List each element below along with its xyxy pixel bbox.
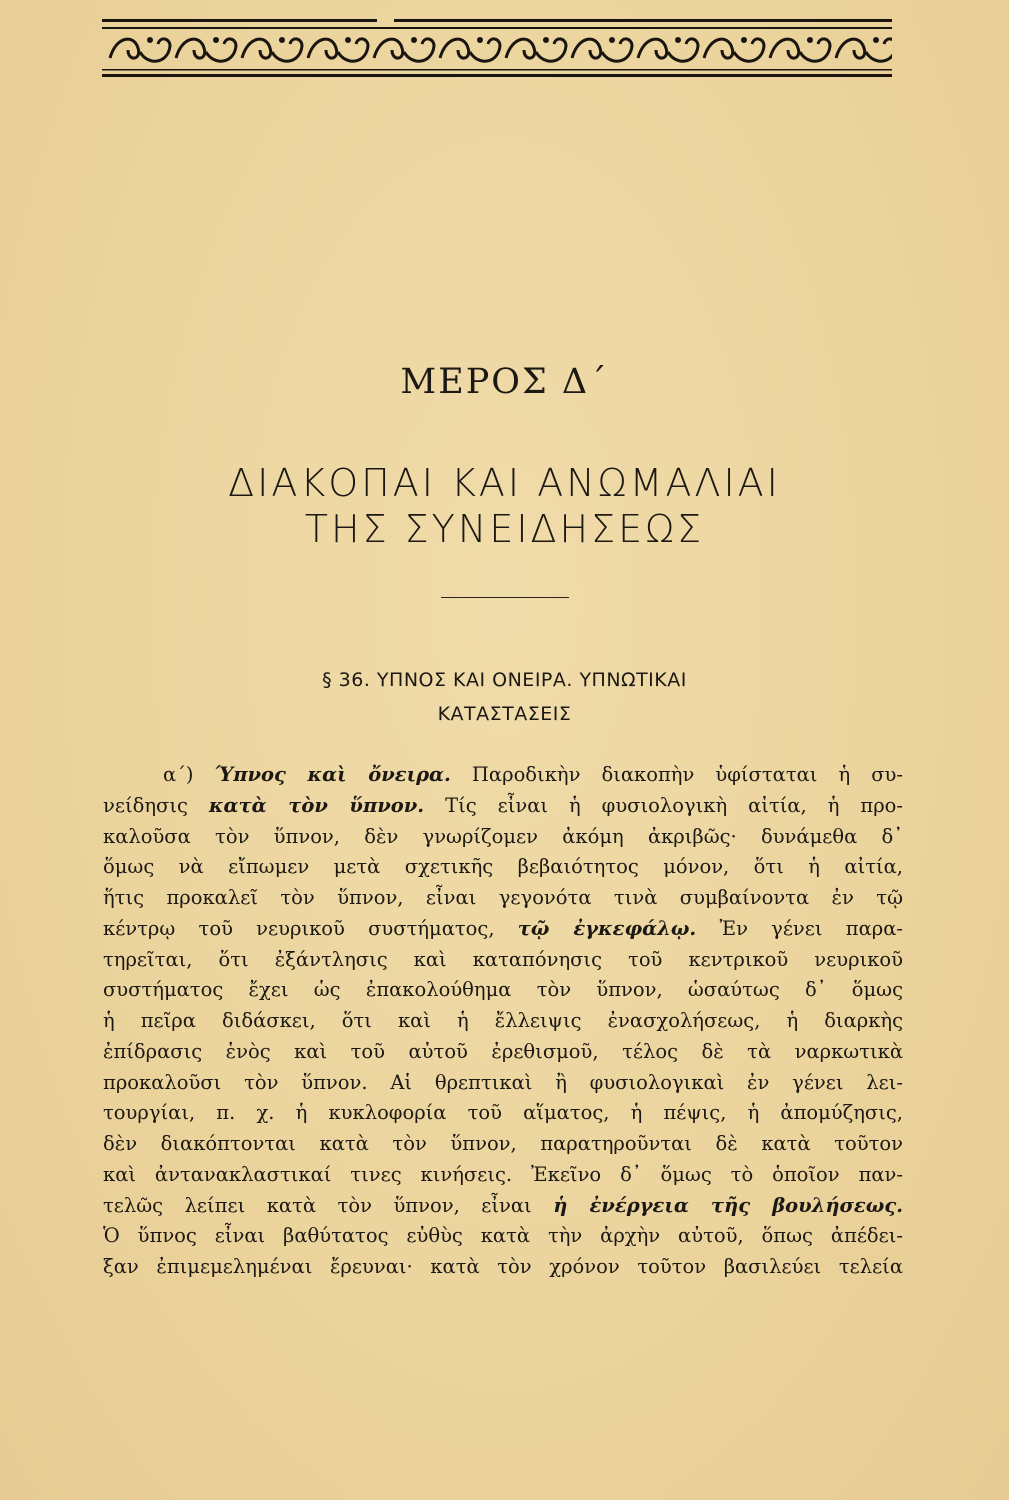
scroll-dot	[543, 37, 549, 43]
text-line	[103, 975, 903, 1006]
text-line	[103, 883, 903, 914]
text-line-regular: καὶ ἀντανακλαστικαί τινες κινήσεις. Ἐκεῖνο δ᾽ ὅμως τὸ ὁποῖον παν-	[103, 1162, 903, 1186]
scroll-motif	[308, 39, 368, 61]
text-line	[103, 1006, 903, 1037]
text-line-regular: Ἐν γένει παρα-	[696, 916, 903, 940]
text-line	[103, 1191, 903, 1222]
text-line-regular: ἥτις προκαλεῖ τὸν ὕπνον, εἶναι γεγονότα τινὰ συμβαίνοντα ἐν τῷ	[103, 886, 903, 909]
text-line-regular: τηρεῖται, ὅτι ἐξάντλησις καὶ καταπόνησις τοῦ κεντρικοῦ νευρικοῦ	[103, 947, 903, 971]
text-line-regular: Παροδικὴν διακοπὴν ὑφίσταται ἡ συ-	[450, 763, 903, 786]
title-divider	[441, 597, 569, 598]
text-line	[103, 914, 903, 945]
scroll-dot	[147, 37, 153, 43]
text-line-regular: Ὁ ὕπνος εἶναι βαθύτατος εὐθὺς κατὰ τὴν ἀρχὴν αὐτοῦ, ὅπως ἀπέδει-	[103, 1224, 903, 1248]
text-line-emphasis: κατὰ τὸν ὕπνον.	[208, 793, 425, 817]
part-title: ΜΕΡΟΣ Δ΄	[400, 362, 609, 402]
text-line-regular: α΄)	[163, 763, 215, 786]
text-line	[103, 1068, 903, 1099]
scroll-motif	[110, 39, 170, 61]
text-line-regular: ὅμως νὰ εἴπωμεν μετὰ σχετικῆς βεβαιότητος μόνον, ὅτι ἡ αἰτία,	[103, 855, 903, 879]
text-line	[103, 852, 903, 883]
text-line	[103, 1252, 903, 1283]
text-line-regular: κέντρῳ τοῦ νευρικοῦ συστήματος,	[103, 916, 518, 940]
scroll-dot	[807, 37, 813, 43]
scroll-motif	[242, 39, 302, 61]
text-line	[103, 1098, 903, 1129]
text-line-regular: τουργίαι, π. χ. ἡ κυκλοφορία τοῦ αἵματος, ἡ πέψις, ἡ ἀπομύζησις,	[103, 1101, 903, 1125]
text-line-regular: Τίς εἶναι ἡ φυσιολογικὴ αἰτία, ἡ προ-	[424, 793, 903, 817]
text-line-emphasis: ἡ ἐνέργεια τῆς βουλήσεως.	[553, 1193, 903, 1217]
main-title	[0, 460, 1009, 552]
text-line	[103, 1037, 903, 1068]
ornamental-header-band	[102, 18, 892, 78]
text-line-regular: δὲν διακόπτονται κατὰ τὸν ὕπνον, παρατηροῦνται δὲ κατὰ τοῦτον	[103, 1132, 903, 1155]
scroll-motif	[176, 39, 236, 61]
text-line-regular: ξαν ἐπιμεμελημέναι ἔρευναι· κατὰ τὸν χρόνον τοῦτον βασιλεύει τελεία	[103, 1255, 903, 1278]
scroll-motif	[704, 39, 764, 61]
body-paragraph	[103, 760, 903, 1283]
text-line-emphasis: Ύπνος καὶ ὄνειρα.	[214, 763, 451, 786]
text-line	[103, 791, 903, 822]
text-line-regular: προκαλοῦσι τὸν ὕπνον. Αἱ θρεπτικαὶ ἢ φυσιολογικαὶ ἐν γένει λει-	[103, 1070, 903, 1094]
text-line-regular: ἐπίδρασις ἑνὸς καὶ τοῦ αὐτοῦ ἐρεθισμοῦ, τέλος δὲ τὰ ναρκωτικὰ	[103, 1039, 903, 1063]
text-line-regular: τελῶς λείπει κατὰ τὸν ὕπνον, εἶναι	[103, 1193, 554, 1217]
section-heading	[0, 663, 1009, 731]
scroll-motif	[374, 39, 434, 61]
text-line	[103, 822, 903, 853]
text-line	[103, 760, 903, 791]
text-line-regular: ἡ πεῖρα διδάσκει, ὅτι καὶ ἡ ἔλλειψις ἐνασχολήσεως, ἡ διαρκὴς	[103, 1009, 903, 1032]
text-line-emphasis: τῷ ἐγκεφάλῳ.	[517, 916, 697, 940]
scroll-dot	[279, 37, 285, 43]
text-line-regular: καλοῦσα τὸν ὕπνον, δὲν γνωρίζομεν ἀκόμη ἀκριβῶς· δυνάμεθα δ᾽	[103, 824, 903, 848]
scroll-dot	[609, 37, 615, 43]
text-line-regular: συστήματος ἔχει ὡς ἐπακολούθημα τὸν ὕπνον, ὡσαύτως δ᾽ ὅμως	[103, 978, 903, 1002]
scroll-motif	[836, 39, 892, 61]
scroll-dot	[213, 37, 219, 43]
scroll-motif	[440, 39, 500, 61]
section-heading-line-2: ΚΑΤΑΣΤΑΣΕΙΣ	[437, 703, 572, 725]
scroll-motif	[572, 39, 632, 61]
scroll-dot	[741, 37, 747, 43]
scroll-motif	[770, 39, 830, 61]
scroll-dot	[873, 37, 879, 43]
scroll-motif	[506, 39, 566, 61]
main-title-line-2: ΤΗΣ ΣΥΝΕΙΔΗΣΕΩΣ	[304, 507, 705, 551]
scroll-dot	[345, 37, 351, 43]
text-line	[103, 1160, 903, 1191]
scroll-motif	[638, 39, 698, 61]
scroll-dot	[675, 37, 681, 43]
text-line-regular: νείδησις	[103, 793, 209, 817]
scroll-dot	[411, 37, 417, 43]
section-heading-line-1: § 36. ΥΠΝΟΣ ΚΑΙ ΟΝΕΙΡΑ. ΥΠΝΩΤΙΚΑΙ	[322, 669, 687, 691]
text-line	[103, 1129, 903, 1160]
text-line	[103, 1221, 903, 1252]
scroll-dot	[477, 37, 483, 43]
main-title-line-1: ΔΙΑΚΟΠΑΙ ΚΑΙ ΑΝΩΜΑΛΙΑΙ	[228, 461, 781, 505]
ornament-icon	[102, 18, 892, 78]
text-line	[103, 945, 903, 976]
